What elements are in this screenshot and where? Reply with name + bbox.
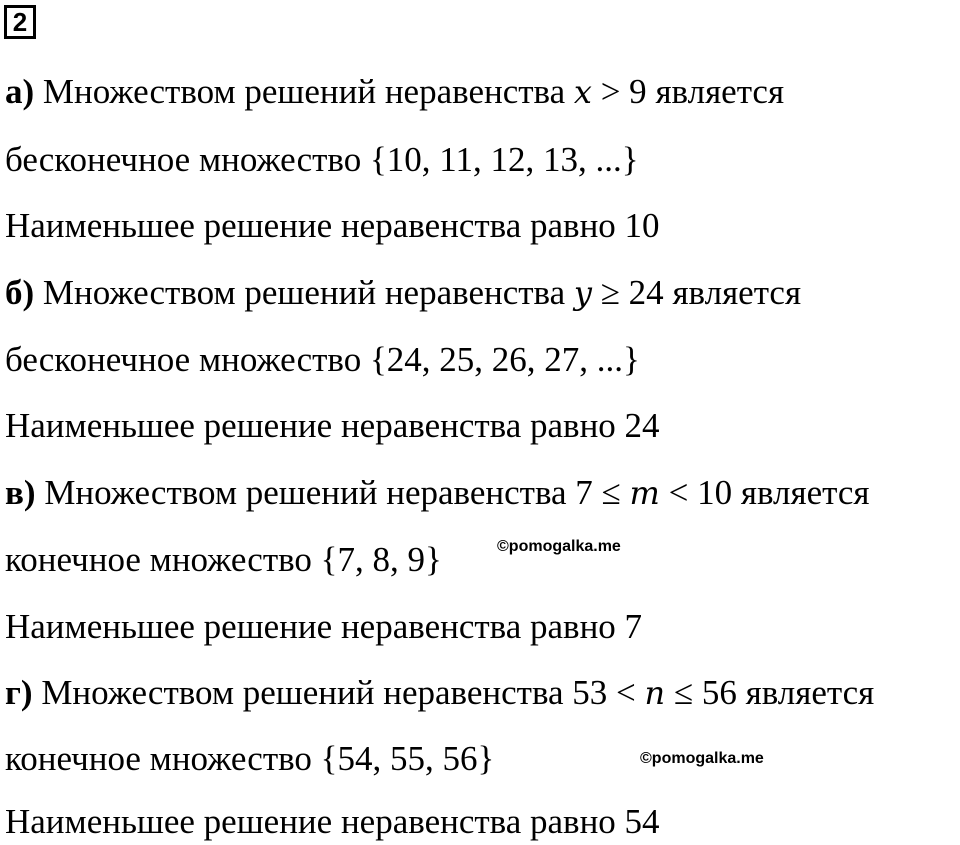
part-d-tail: является [745, 673, 875, 712]
part-b-inequality-right: ≥ 24 [600, 273, 664, 312]
part-c-answer-line: Наименьшее решение неравенства равно 7 [5, 607, 643, 646]
part-d-inequality-right: ≤ 56 [673, 673, 737, 712]
part-b-tail: является [672, 273, 802, 312]
part-a-variable: x [573, 73, 592, 111]
part-a-answer-line: Наименьшее решение неравенства равно 10 [5, 206, 660, 245]
part-c-variable: m [629, 474, 660, 512]
part-a-label: а) [5, 72, 35, 111]
part-d-label: г) [5, 673, 33, 712]
part-a-intro: Множеством решений неравенства [42, 72, 566, 111]
part-c-inequality-left: 7 ≤ [575, 473, 621, 512]
part-d-variable: n [644, 674, 666, 712]
part-d-answer-line: Наименьшее решение неравенства равно 54 [5, 802, 660, 841]
part-c-set-line: конечное множество {7, 8, 9} [5, 540, 442, 579]
part-c-tail: является [740, 473, 870, 512]
part-b-set-line: бесконечное множество {24, 25, 26, 27, ...} [5, 340, 640, 379]
part-c-intro: Множеством решений неравенства [44, 473, 567, 512]
part-a-inequality-right: > 9 [600, 72, 647, 111]
part-d-intro: Множеством решений неравенства [41, 673, 564, 712]
part-a-statement [5, 72, 784, 112]
part-b-intro: Множеством решений неравенства [42, 273, 566, 312]
watermark-1: ©pomogalka.me [497, 538, 621, 555]
part-c-statement [5, 473, 869, 513]
part-b-label: б) [5, 273, 35, 312]
watermark-2: ©pomogalka.me [640, 750, 764, 767]
part-c-inequality-right: < 10 [668, 473, 733, 512]
part-d-statement [5, 673, 874, 713]
part-c-label: в) [5, 473, 36, 512]
part-a-set-line: бесконечное множество {10, 11, 12, 13, ...} [5, 140, 639, 179]
part-d-set-line: конечное множество {54, 55, 56} [5, 739, 495, 778]
part-a-tail: является [655, 72, 785, 111]
part-b-variable: y [573, 274, 592, 312]
part-b-statement [5, 273, 801, 313]
part-d-inequality-left: 53 < [572, 673, 636, 712]
task-number: 2 [4, 5, 36, 39]
part-b-answer-line: Наименьшее решение неравенства равно 24 [5, 406, 660, 445]
